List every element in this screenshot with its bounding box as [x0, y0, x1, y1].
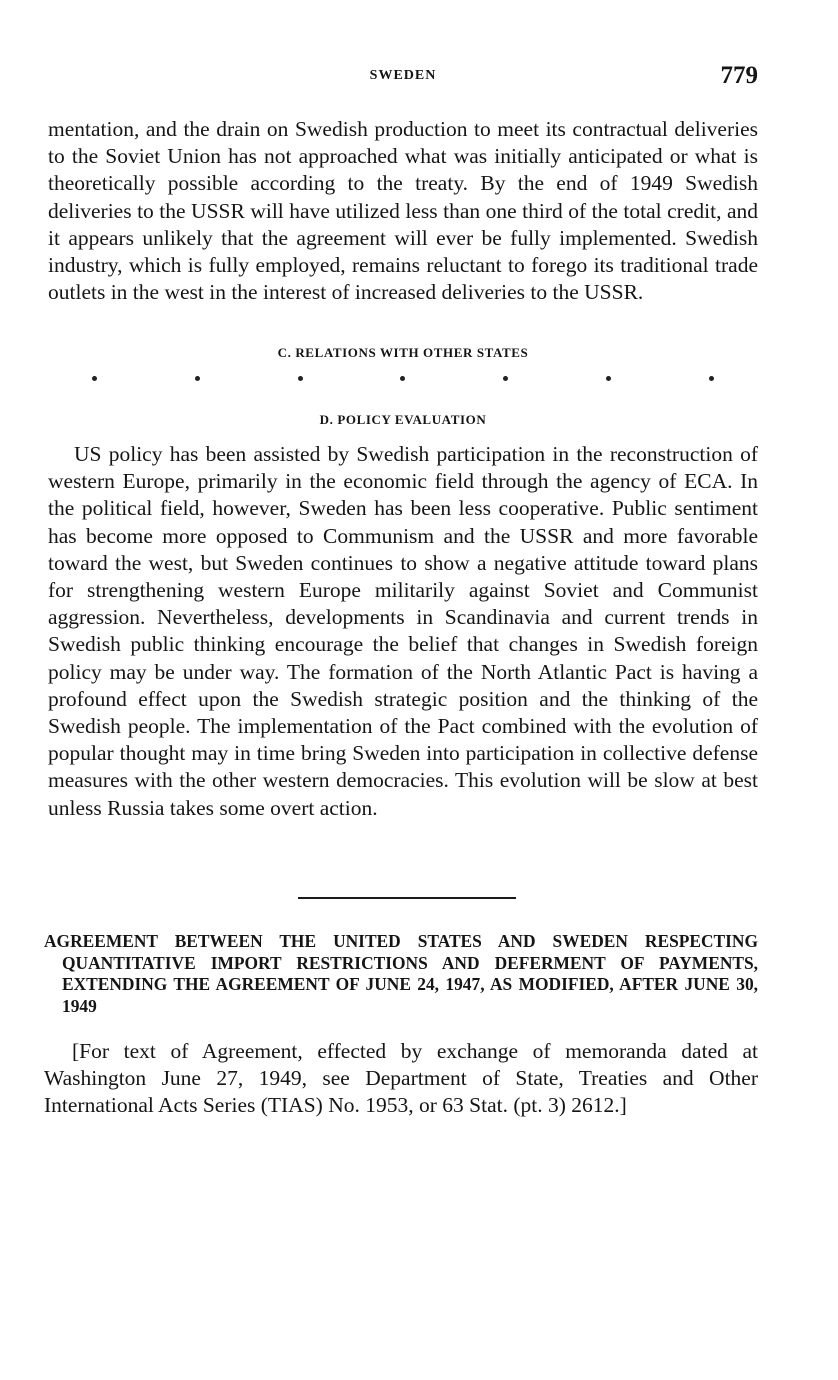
omission-dot [503, 376, 508, 381]
omission-dot [298, 376, 303, 381]
section-heading-policy-evaluation: D. POLICY EVALUATION [319, 412, 487, 427]
omission-dot [195, 376, 200, 381]
policy-evaluation-paragraph: US policy has been assisted by Swedish participation in the reconstruction of western Europe, primarily in the economic field through the agency of ECA. In the political field, however, Sweden has been less cooperative. Public sentiment has become more opposed to Communism and the USSR and more favorable toward the west, but Sweden continues to show a negative attitude toward plans for strengthening western Europe militarily against Soviet and Communist aggression. Nevertheless, developments in Scandinavia and current trends in Swedish public thinking encourage the belief that changes in Swedish foreign policy may be under way. The formation of the North Atlantic Pact is having a profound effect upon the Swedish strategic position and the thinking of the Swedish people. The implementation of the Pact combined with the evolution of popular thought may in time bring Sweden into participation in collective defense measures with the other western democracies. This evolution will be slow at best unless Russia takes some overt action. [48, 442, 758, 820]
agreement-citation-note: [For text of Agreement, effected by exchange of memoranda dated at Washington June 27, 1949, see Department of State, Treaties and Other International Acts Series (TIAS) No. 1953, or 63 Stat. (pt. 3) 2612.] [44, 1039, 758, 1118]
continuation-paragraph: mentation, and the drain on Swedish production to meet its contractual deliveries to the Soviet Union has not approached what was initially anticipated or what is theoretically possible according to the treaty. By the end of 1949 Swedish deliveries to the USSR will have utilized less than one third of the total credit, and it appears unlikely that the agreement will ever be fully implemented. Swedish industry, which is fully employed, remains reluctant to forego its traditional trade outlets in the west in the interest of increased deliveries to the USSR. [48, 117, 758, 305]
page-number: 779 [720, 62, 758, 89]
omission-dot [606, 376, 611, 381]
omission-dot [709, 376, 714, 381]
section-divider [298, 897, 516, 899]
running-title: SWEDEN [369, 68, 437, 83]
omission-dot [92, 376, 97, 381]
agreement-title: AGREEMENT BETWEEN THE UNITED STATES AND SWEDEN RESPECTING QUANTITATIVE IMPORT RESTRICTIONS AND DEFERMENT OF PAYMENTS, EXTENDING THE AGREEMENT OF JUNE 24, 1947, AS MODIFIED, AFTER JUNE 30, 1949 [44, 931, 758, 1016]
running-header [48, 62, 758, 98]
section-heading-relations: C. RELATIONS WITH OTHER STATES [277, 345, 529, 360]
omission-dot [400, 376, 405, 381]
omission-dots [48, 376, 758, 381]
